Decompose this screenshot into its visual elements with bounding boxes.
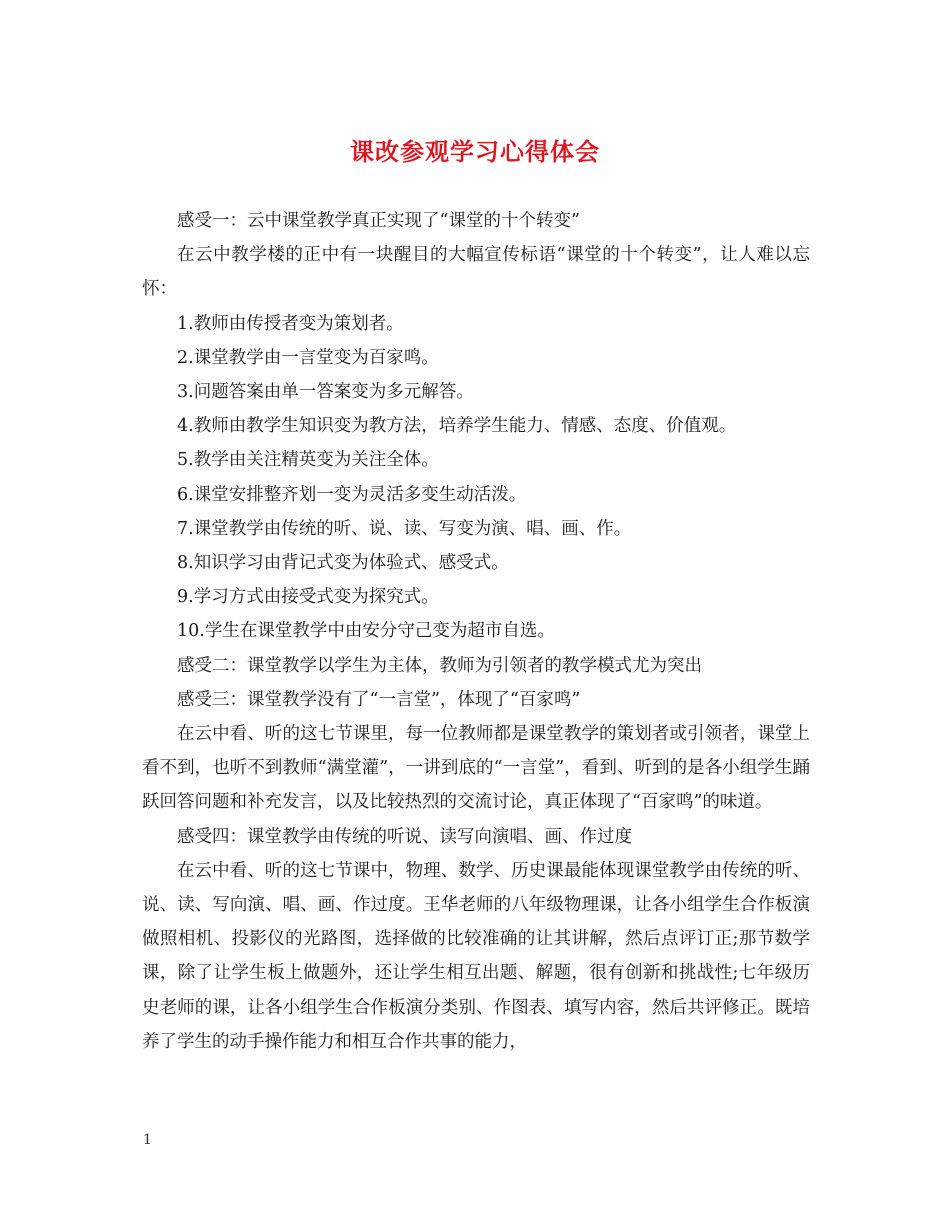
list-item: 9.学习方式由接受式变为探究式。 xyxy=(177,587,439,608)
list-item: 10.学生在课堂教学中由安分守己变为超市自选。 xyxy=(177,621,555,642)
list-item: 5.教学由关注精英变为关注全体。 xyxy=(177,450,439,471)
list-item: 2.课堂教学由一言堂变为百家鸣。 xyxy=(177,347,439,368)
list-item: 6.课堂安排整齐划一变为灵活多变生动活泼。 xyxy=(177,484,527,505)
paragraph: 在云中看、听的这七节课中，物理、数学、历史课最能体现课堂教学由传统的听、说、读、写向演、唱、画、作过度。王华老师的八年级物理课，让各小组学生合作板演做照相机、投影仪的光路图，选择做的比较准确的让其讲解，然后点评订正;那节数学课，除了让学生板上做题外，还让学生相互出题、解题，很有创新和挑战性;七年级历史老师的课，让各小组学生合作板演分类别、作图表、填写内容，然后共评修正。既培养了学生的动手操作能力和相互合作共事的能力， xyxy=(142,860,810,1052)
paragraph: 在云中看、听的这七节课里，每一位教师都是课堂教学的策划者或引领者，课堂上看不到，也听不到教师“满堂灌”，一讲到底的“一言堂”，看到、听到的是各小组学生踊跃回答问题和补充发言，以及比较热烈的交流讨论，真正体现了“百家鸣”的味道。 xyxy=(142,724,810,813)
list-item: 4.教师由教学生知识变为教方法，培养学生能力、情感、态度、价值观。 xyxy=(177,416,737,437)
list-item: 8.知识学习由背记式变为体验式、感受式。 xyxy=(177,553,509,574)
paragraph: 感受一：云中课堂教学真正实现了“课堂的十个转变” xyxy=(177,211,580,231)
section-heading: 感受四：课堂教学由传统的听说、读写向演唱、画、作过度 xyxy=(177,826,632,847)
section-heading: 感受三：课堂教学没有了“一言堂”，体现了“百家鸣” xyxy=(177,689,581,710)
list-item: 1.教师由传授者变为策划者。 xyxy=(177,313,404,334)
list-item: 3.问题答案由单一答案变为多元解答。 xyxy=(177,382,474,403)
document-body xyxy=(142,204,810,1059)
page-number: 1 xyxy=(143,1132,152,1148)
paragraph: 在云中教学楼的正中有一块醒目的大幅宣传标语“课堂的十个转变”，让人难以忘怀： xyxy=(142,245,810,300)
document-title: 课改参观学习心得体会 xyxy=(350,137,600,166)
list-item: 7.课堂教学由传统的听、说、读、写变为演、唱、画、作。 xyxy=(177,518,632,539)
section-heading: 感受二：课堂教学以学生为主体，教师为引领者的教学模式尤为突出 xyxy=(177,655,702,676)
